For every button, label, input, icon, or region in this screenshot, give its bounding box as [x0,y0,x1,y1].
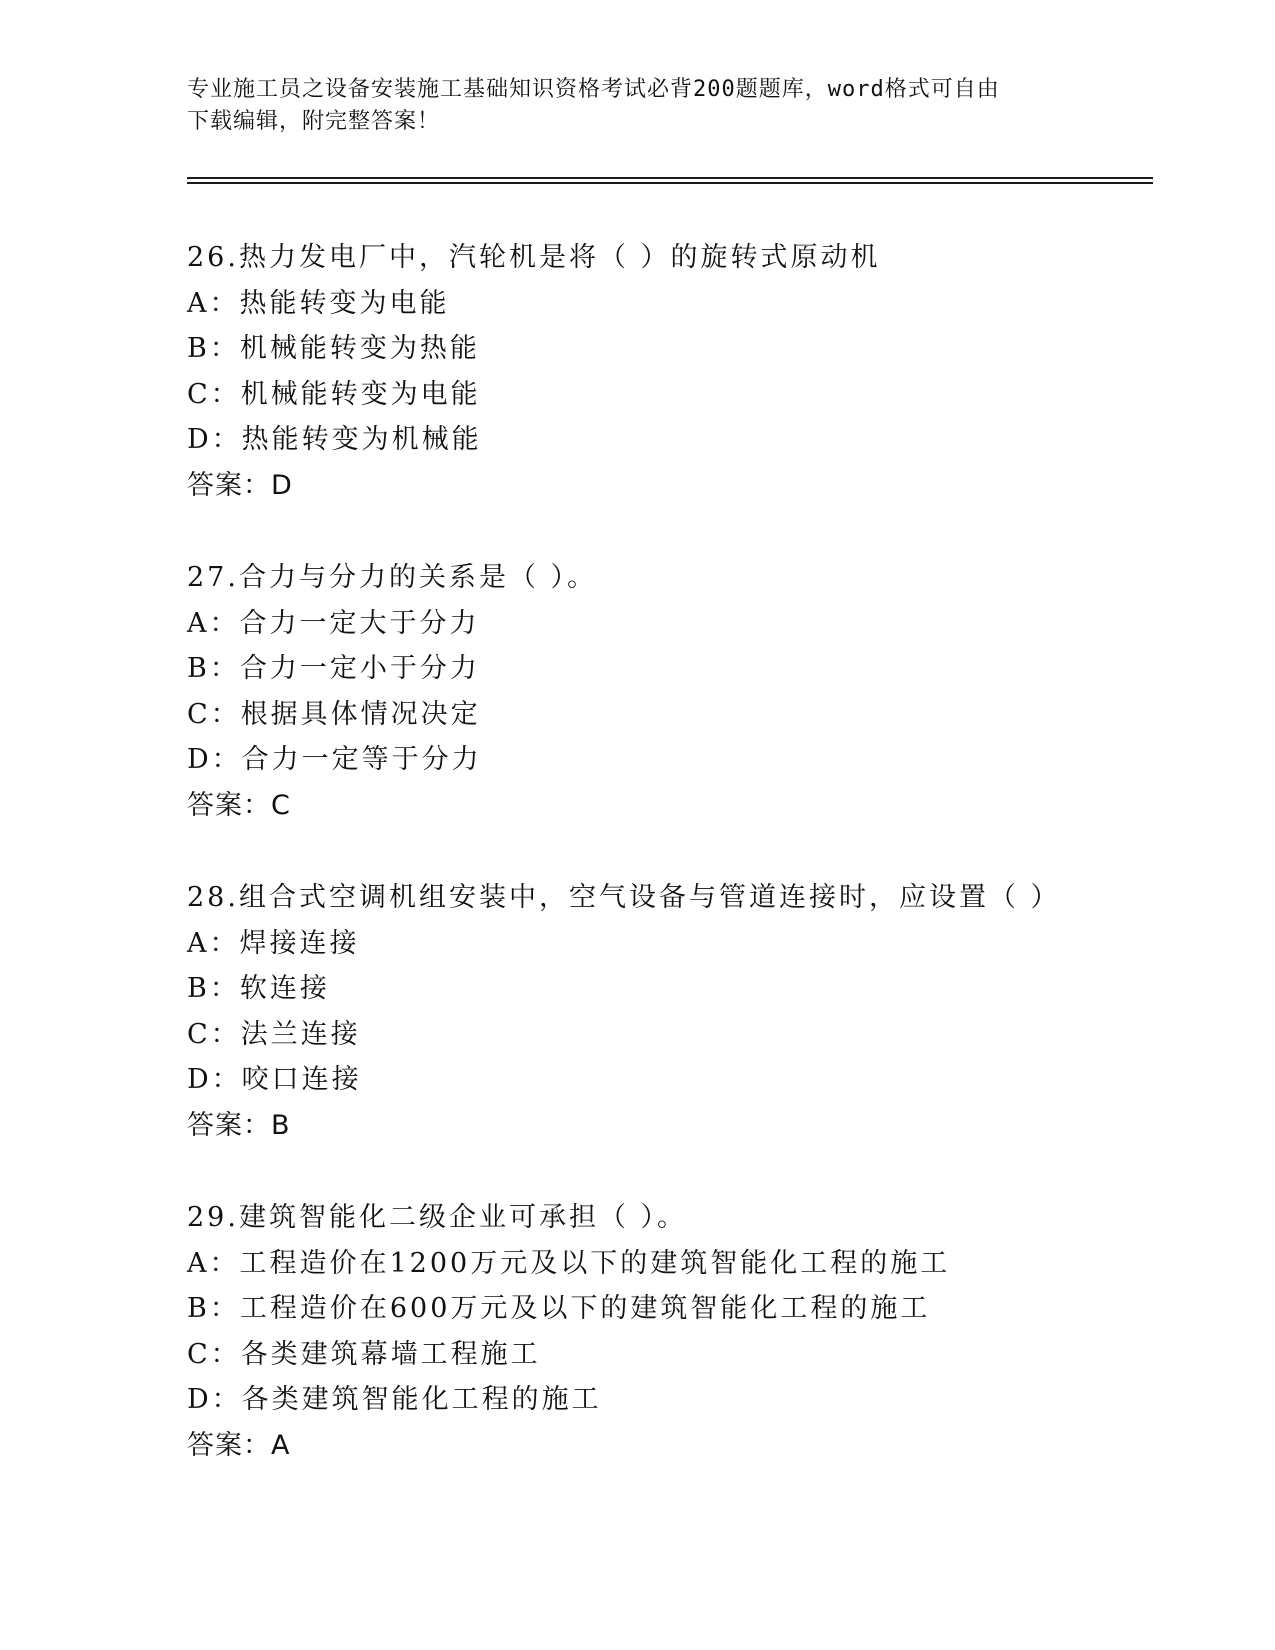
option-d: D：热能转变为机械能 [187,424,482,456]
option-d: D：咬口连接 [187,1064,362,1096]
option-d: D：合力一定等于分力 [187,744,482,776]
option-a: A：热能转变为电能 [187,287,450,319]
question-stem: 29.建筑智能化二级企业可承担（ ）。 [187,1202,688,1233]
option-a: A：焊接连接 [187,927,360,959]
option-c: C：机械能转变为电能 [187,378,481,410]
option-a: A：合力一定大于分力 [187,607,480,639]
option-d: D：各类建筑智能化工程的施工 [187,1384,602,1416]
option-b: B：工程造价在600万元及以下的建筑智能化工程的施工 [187,1293,931,1325]
answer-text: 答案：A [187,1429,291,1461]
question-29 [187,1195,1167,1469]
option-b: B：机械能转变为热能 [187,333,480,365]
header-divider-bottom [187,182,1153,184]
header-line-2: 下载编辑，附完整答案！ [187,109,441,134]
question-27 [187,555,1167,829]
answer-text: 答案：D [187,469,293,501]
option-b: B：软连接 [187,973,330,1005]
question-26 [187,235,1167,509]
option-a: A：工程造价在1200万元及以下的建筑智能化工程的施工 [187,1247,951,1279]
document-header [187,74,1087,138]
question-stem: 27.合力与分力的关系是（ ）。 [187,562,598,593]
header-divider-top [187,177,1153,179]
question-stem: 26.热力发电厂中，汽轮机是将（ ）的旋转式原动机 [187,242,881,273]
option-b: B：合力一定小于分力 [187,653,480,685]
answer-text: 答案：B [187,1109,291,1141]
question-stem: 28.组合式空调机组安装中，空气设备与管道连接时，应设置（ ） [187,882,1061,913]
option-c: C：根据具体情况决定 [187,698,481,730]
option-c: C：各类建筑幕墙工程施工 [187,1338,541,1370]
question-28 [187,875,1167,1149]
option-c: C：法兰连接 [187,1018,361,1050]
answer-text: 答案：C [187,789,291,821]
header-line-1: 专业施工员之设备安装施工基础知识资格考试必背200题题库，word格式可自由 [187,77,1000,102]
